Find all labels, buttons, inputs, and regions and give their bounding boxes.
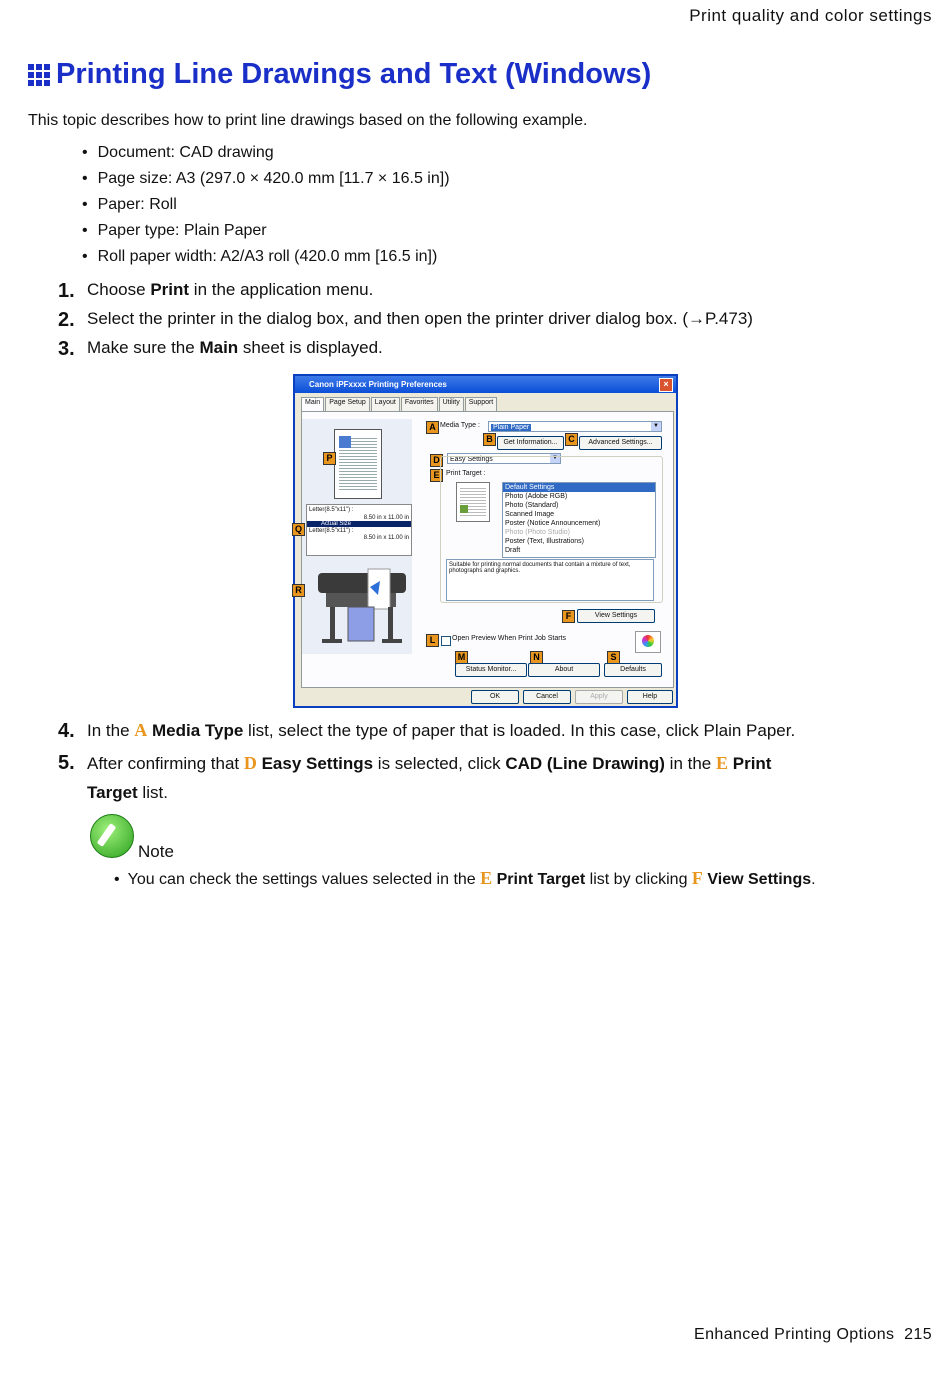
paper-size-value: 8.50 in x 11.00 in bbox=[363, 515, 409, 521]
list-item: • Paper: Roll bbox=[86, 192, 450, 218]
list-item: • Document: CAD drawing bbox=[86, 140, 450, 166]
preview-checkbox[interactable] bbox=[441, 636, 451, 646]
media-type-select[interactable] bbox=[488, 421, 662, 432]
running-header: Print quality and color settings bbox=[689, 6, 932, 25]
list-item[interactable]: Default Settings bbox=[503, 483, 655, 492]
badge-f: F bbox=[562, 610, 575, 623]
callout-label: E bbox=[480, 868, 493, 888]
badge-q: Q bbox=[292, 523, 305, 536]
step-text: in the bbox=[664, 754, 716, 773]
step-text: After confirming that bbox=[87, 754, 244, 773]
chevron-down-icon: ▼ bbox=[550, 454, 560, 463]
step-bold: Print bbox=[150, 280, 190, 299]
page-title bbox=[28, 58, 651, 91]
tab-utility[interactable]: Utility bbox=[439, 397, 464, 411]
badge-c: C bbox=[565, 433, 578, 446]
callout-label: D bbox=[243, 753, 257, 773]
list-item[interactable]: Photo (Standard) bbox=[505, 502, 559, 509]
grid-icon bbox=[28, 64, 50, 86]
badge-r: R bbox=[292, 584, 305, 597]
tab-page-setup[interactable]: Page Setup bbox=[325, 397, 370, 411]
advanced-settings-button[interactable]: Advanced Settings... bbox=[579, 436, 662, 450]
defaults-button[interactable]: Defaults bbox=[604, 663, 662, 677]
print-target-list[interactable] bbox=[502, 482, 656, 558]
page-number: 215 bbox=[904, 1326, 932, 1343]
badge-m: M bbox=[455, 651, 468, 664]
printer-illustration bbox=[316, 567, 408, 649]
easy-settings-value: Easy Settings bbox=[450, 456, 493, 463]
list-item: • Paper type: Plain Paper bbox=[86, 218, 450, 244]
intro-text: This topic describes how to print line drawings based on the following example. bbox=[28, 112, 588, 129]
badge-l: L bbox=[426, 634, 439, 647]
tab-favorites[interactable]: Favorites bbox=[401, 397, 438, 411]
list-item[interactable]: Poster (Text, Illustrations) bbox=[505, 538, 584, 545]
help-button[interactable]: Help bbox=[627, 690, 673, 704]
preview-checkbox-label: Open Preview When Print Job Starts bbox=[452, 635, 566, 642]
step-4 bbox=[58, 720, 795, 743]
list-item: • Roll paper width: A2/A3 roll (420.0 mm [16.5 in]) bbox=[86, 244, 450, 270]
step-text: list. bbox=[137, 783, 168, 802]
step-text: In the bbox=[87, 721, 135, 740]
list-item[interactable]: Photo (Photo Studio) bbox=[505, 529, 570, 536]
tab-support[interactable]: Support bbox=[465, 397, 498, 411]
step-bold: Print bbox=[732, 754, 772, 773]
badge-d: D bbox=[430, 454, 443, 467]
paper-size-box bbox=[306, 504, 412, 556]
dialog-title: Canon iPFxxxx Printing Preferences bbox=[309, 380, 447, 389]
callout-label: F bbox=[691, 868, 703, 888]
step-number: 5. bbox=[58, 752, 75, 774]
page-footer bbox=[694, 1326, 932, 1344]
about-button[interactable]: About bbox=[528, 663, 600, 677]
list-item[interactable]: Draft bbox=[505, 547, 521, 554]
step-text: sheet is displayed. bbox=[238, 338, 383, 357]
page-title-text: Printing Line Drawings and Text (Windows) bbox=[56, 58, 652, 90]
description-box: Suitable for printing normal documents that contain a mixture of text, photographs and graphics. bbox=[446, 559, 654, 601]
step-number: 4. bbox=[58, 720, 75, 742]
cancel-button[interactable]: Cancel bbox=[523, 690, 571, 704]
print-target-label: Print Target : bbox=[446, 470, 486, 477]
footer-text: Enhanced Printing Options bbox=[694, 1326, 895, 1343]
step-text: Make sure the bbox=[87, 338, 200, 357]
badge-e: E bbox=[430, 469, 443, 482]
note-text: . bbox=[811, 871, 816, 888]
step-5 bbox=[58, 749, 868, 807]
note-text: You can check the settings values selected in the bbox=[127, 871, 481, 888]
callout-label: A bbox=[134, 720, 148, 740]
paper-size-label: Letter(8.5"x11") : bbox=[309, 528, 354, 534]
tab-layout[interactable]: Layout bbox=[371, 397, 400, 411]
note-bold: View Settings bbox=[707, 871, 812, 888]
badge-s: S bbox=[607, 651, 620, 664]
target-preview bbox=[456, 482, 490, 522]
tab-main[interactable]: Main bbox=[301, 397, 324, 411]
note-title: Note bbox=[138, 842, 174, 861]
dialog-title-bar bbox=[295, 376, 676, 393]
view-settings-button[interactable]: View Settings bbox=[577, 609, 655, 623]
step-number: 3. bbox=[58, 338, 75, 360]
step-bold: Target bbox=[87, 783, 138, 802]
badge-b: B bbox=[483, 433, 496, 446]
step-text: Choose bbox=[87, 280, 151, 299]
step-3 bbox=[58, 338, 383, 361]
media-type-label: Media Type : bbox=[440, 422, 480, 429]
example-list bbox=[86, 140, 450, 270]
step-bold: Media Type bbox=[152, 721, 244, 740]
get-information-button[interactable]: Get Information... bbox=[497, 436, 564, 450]
color-logo-icon[interactable] bbox=[635, 631, 661, 653]
step-bold: Main bbox=[199, 338, 239, 357]
badge-n: N bbox=[530, 651, 543, 664]
printer-preferences-dialog bbox=[293, 374, 678, 708]
close-icon[interactable]: × bbox=[659, 378, 673, 392]
chevron-down-icon: ▼ bbox=[651, 422, 661, 431]
apply-button[interactable]: Apply bbox=[575, 690, 623, 704]
step-number: 2. bbox=[58, 309, 75, 331]
step-bold: Easy Settings bbox=[261, 754, 374, 773]
step-bold: CAD (Line Drawing) bbox=[505, 754, 665, 773]
paper-size-value: 8.50 in x 11.00 in bbox=[363, 535, 409, 541]
note-body: • You can check the settings values selected in the E Print Target list by clicking F View Settings. bbox=[114, 868, 816, 888]
note-bold: Print Target bbox=[496, 871, 586, 888]
callout-label: E bbox=[716, 753, 729, 773]
note-text: list by clicking bbox=[585, 871, 692, 888]
status-monitor-button[interactable]: Status Monitor... bbox=[455, 663, 527, 677]
media-type-value: Plain Paper bbox=[493, 424, 530, 431]
list-item[interactable]: Poster (Notice Announcement) bbox=[505, 520, 601, 527]
ok-button[interactable]: OK bbox=[471, 690, 519, 704]
page-preview bbox=[334, 429, 382, 499]
actual-size-label: Actual Size bbox=[307, 521, 411, 527]
step-text: is selected, click bbox=[373, 754, 506, 773]
list-item[interactable]: Scanned Image bbox=[505, 511, 555, 518]
step-2 bbox=[58, 309, 753, 332]
note-pencil-icon bbox=[90, 814, 134, 858]
step-text: Select the printer in the dialog box, and then open the printer driver dialog box. (→P.473) bbox=[87, 309, 753, 328]
badge-a: A bbox=[426, 421, 439, 434]
step-1 bbox=[58, 280, 373, 303]
step-text: in the application menu. bbox=[189, 280, 374, 299]
badge-p: P bbox=[323, 452, 336, 465]
list-item[interactable]: Photo (Adobe RGB) bbox=[505, 493, 568, 500]
main-panel bbox=[294, 411, 674, 688]
tab-bar bbox=[301, 397, 498, 411]
step-number: 1. bbox=[58, 280, 75, 302]
step-text: list, select the type of paper that is loaded. In this case, click Plain Paper. bbox=[243, 721, 796, 740]
list-item: • Page size: A3 (297.0 × 420.0 mm [11.7 × 16.5 in]) bbox=[86, 166, 450, 192]
paper-size-label: Letter(8.5"x11") : bbox=[309, 507, 354, 513]
